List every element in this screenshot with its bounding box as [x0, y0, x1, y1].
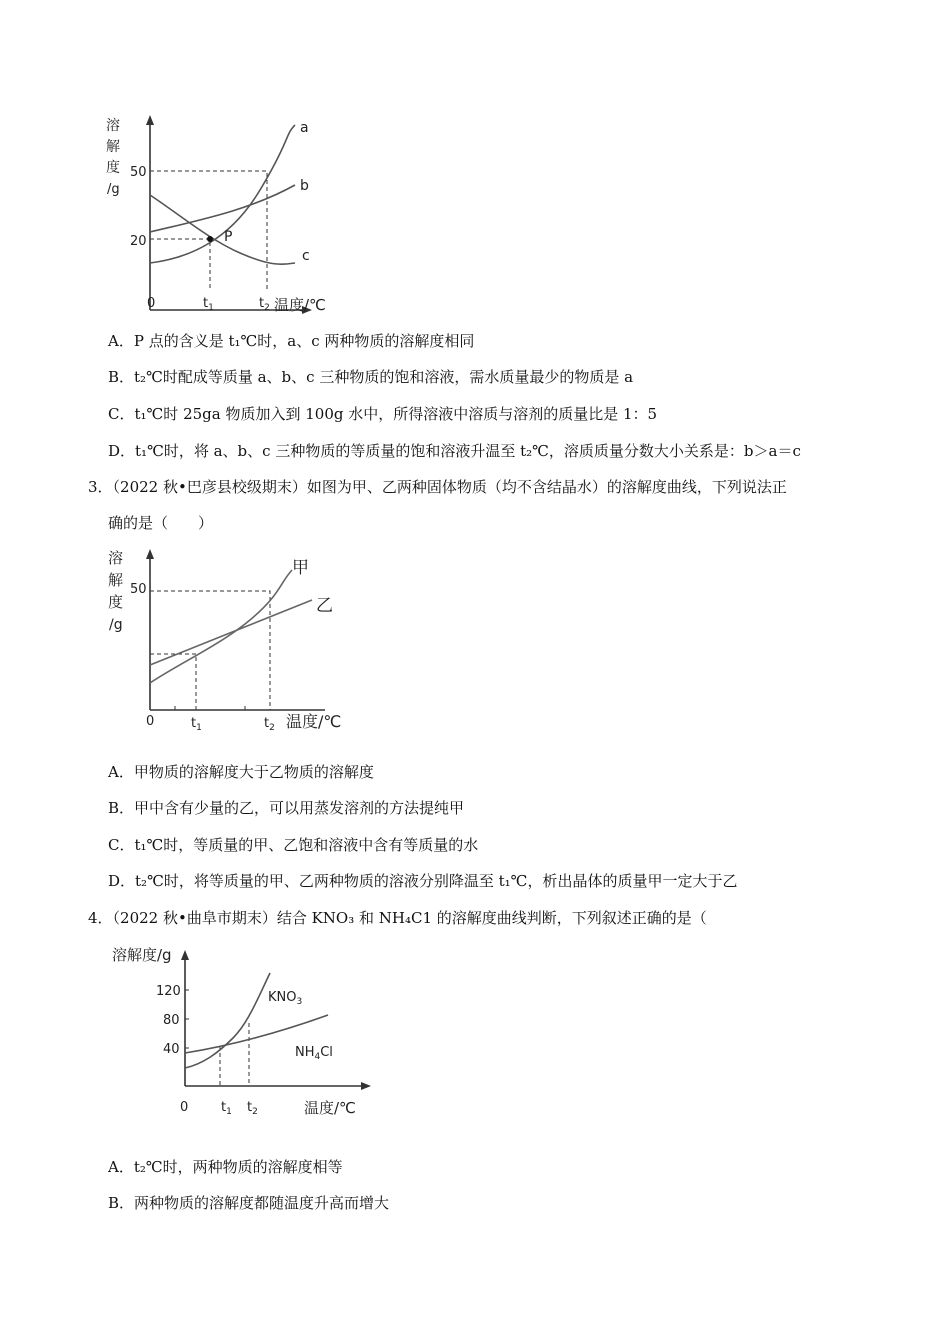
x-tick-label-t2: $t_2$ — [247, 1100, 258, 1117]
q2-option-c: C．t₁℃时 25ga 物质加入到 100g 水中，所得溶液中溶质与溶剂的质量比是 1：5 — [108, 405, 658, 423]
x-tick-label-t1: $t_1$ — [203, 296, 214, 313]
x-tick-label-t2: $t_2$ — [259, 296, 270, 313]
point-p — [207, 236, 213, 242]
y-axis-label-char: 解 — [108, 571, 124, 589]
curve-label-c: c — [302, 248, 310, 264]
solubility-chart-jia-yi — [100, 545, 360, 735]
y-axis-label — [106, 117, 120, 197]
curve-yi — [150, 600, 312, 665]
q4-option-b: B．两种物质的溶解度都随温度升高而增大 — [108, 1194, 390, 1212]
point-p-label: P — [224, 229, 233, 245]
q2-option-a: A．P 点的含义是 t₁℃时，a、c 两种物质的溶解度相同 — [108, 332, 475, 350]
y-axis-arrow — [181, 950, 189, 960]
q3-stem-line2: 确的是（ ） — [108, 514, 214, 532]
curve-label-jia: 甲 — [292, 558, 309, 578]
q3-option-a: A．甲物质的溶解度大于乙物质的溶解度 — [108, 763, 374, 781]
y-axis-label-char: 溶 — [108, 549, 124, 567]
solubility-chart-kno3-nh4cl — [108, 938, 388, 1123]
x-tick-label-t1: $t_1$ — [221, 1100, 232, 1117]
curve-label-kno3: $KNO_3$ — [268, 990, 303, 1007]
q4-option-a: A．t₂℃时，两种物质的溶解度相等 — [108, 1158, 343, 1176]
x-axis-label: 温度/℃ — [274, 296, 326, 314]
y-axis-arrow — [146, 115, 154, 125]
curve-label-yi: 乙 — [316, 596, 333, 616]
y-axis-label-char: 溶 — [106, 118, 120, 134]
x-tick-label-t1: $t_1$ — [191, 716, 202, 733]
x-axis-label: 温度/℃ — [286, 712, 342, 731]
origin-label: 0 — [180, 1100, 189, 1115]
y-axis-label-char: 度 — [106, 160, 120, 176]
y-axis-label-char: 解 — [106, 139, 120, 155]
guide-dash-50 — [150, 171, 267, 290]
q2-option-b: B．t₂℃时配成等质量 a、b、c 三种物质的饱和溶液，需水质量最少的物质是 a — [108, 368, 634, 386]
q3-option-c: C．t₁℃时，等质量的甲、乙饱和溶液中含有等质量的水 — [108, 836, 479, 854]
y-tick-label-120: 120 — [156, 984, 181, 999]
y-axis-arrow — [146, 549, 154, 559]
y-tick-label-80: 80 — [163, 1013, 180, 1028]
q3-stem-line1: 3．（2022 秋•巴彦县校级期末）如图为甲、乙两种固体物质（均不含结晶水）的溶解度曲线，下列说法正 — [88, 478, 787, 496]
y-tick-label-50: 50 — [130, 165, 147, 180]
y-tick-label-40: 40 — [163, 1042, 180, 1057]
y-axis-label-char: /g — [109, 617, 123, 633]
y-axis-label-char: 度 — [108, 593, 124, 611]
curve-c — [150, 195, 295, 264]
solubility-chart-abc — [100, 110, 440, 325]
origin-label: 0 — [146, 714, 155, 729]
q3-option-d: D．t₂℃时，将等质量的甲、乙两种物质的溶液分别降温至 t₁℃，析出晶体的质量甲一定大于乙 — [108, 872, 738, 890]
curve-b — [150, 185, 295, 232]
y-axis-label-char: /g — [107, 182, 120, 197]
curve-a — [150, 125, 295, 263]
guide-dash-50 — [150, 591, 270, 710]
y-tick-label-20: 20 — [130, 234, 147, 249]
x-tick-label-t2: $t_2$ — [264, 716, 275, 733]
curve-label-a: a — [300, 120, 309, 136]
origin-label: 0 — [147, 296, 156, 311]
curve-label-b: b — [300, 178, 309, 194]
curve-jia — [150, 570, 292, 683]
curve-kno3 — [185, 973, 270, 1068]
x-axis-arrow — [361, 1082, 371, 1090]
curve-label-nh4cl: $NH_4Cl$ — [295, 1045, 333, 1062]
q2-option-d: D．t₁℃时，将 a、b、c 三种物质的等质量的饱和溶液升温至 t₂℃，溶质质量分数大小关系是：b＞a＝c — [108, 442, 801, 460]
y-tick-label-50: 50 — [130, 582, 147, 597]
y-axis-label: 溶解度/g — [112, 946, 172, 964]
q3-option-b: B．甲中含有少量的乙，可以用蒸发溶剂的方法提纯甲 — [108, 799, 465, 817]
x-axis-label: 温度/℃ — [304, 1099, 356, 1117]
q4-stem-line1: 4．（2022 秋•曲阜市期末）结合 KNO₃ 和 NH₄C1 的溶解度曲线判断，下列叙述正确的是（ — [88, 909, 707, 927]
